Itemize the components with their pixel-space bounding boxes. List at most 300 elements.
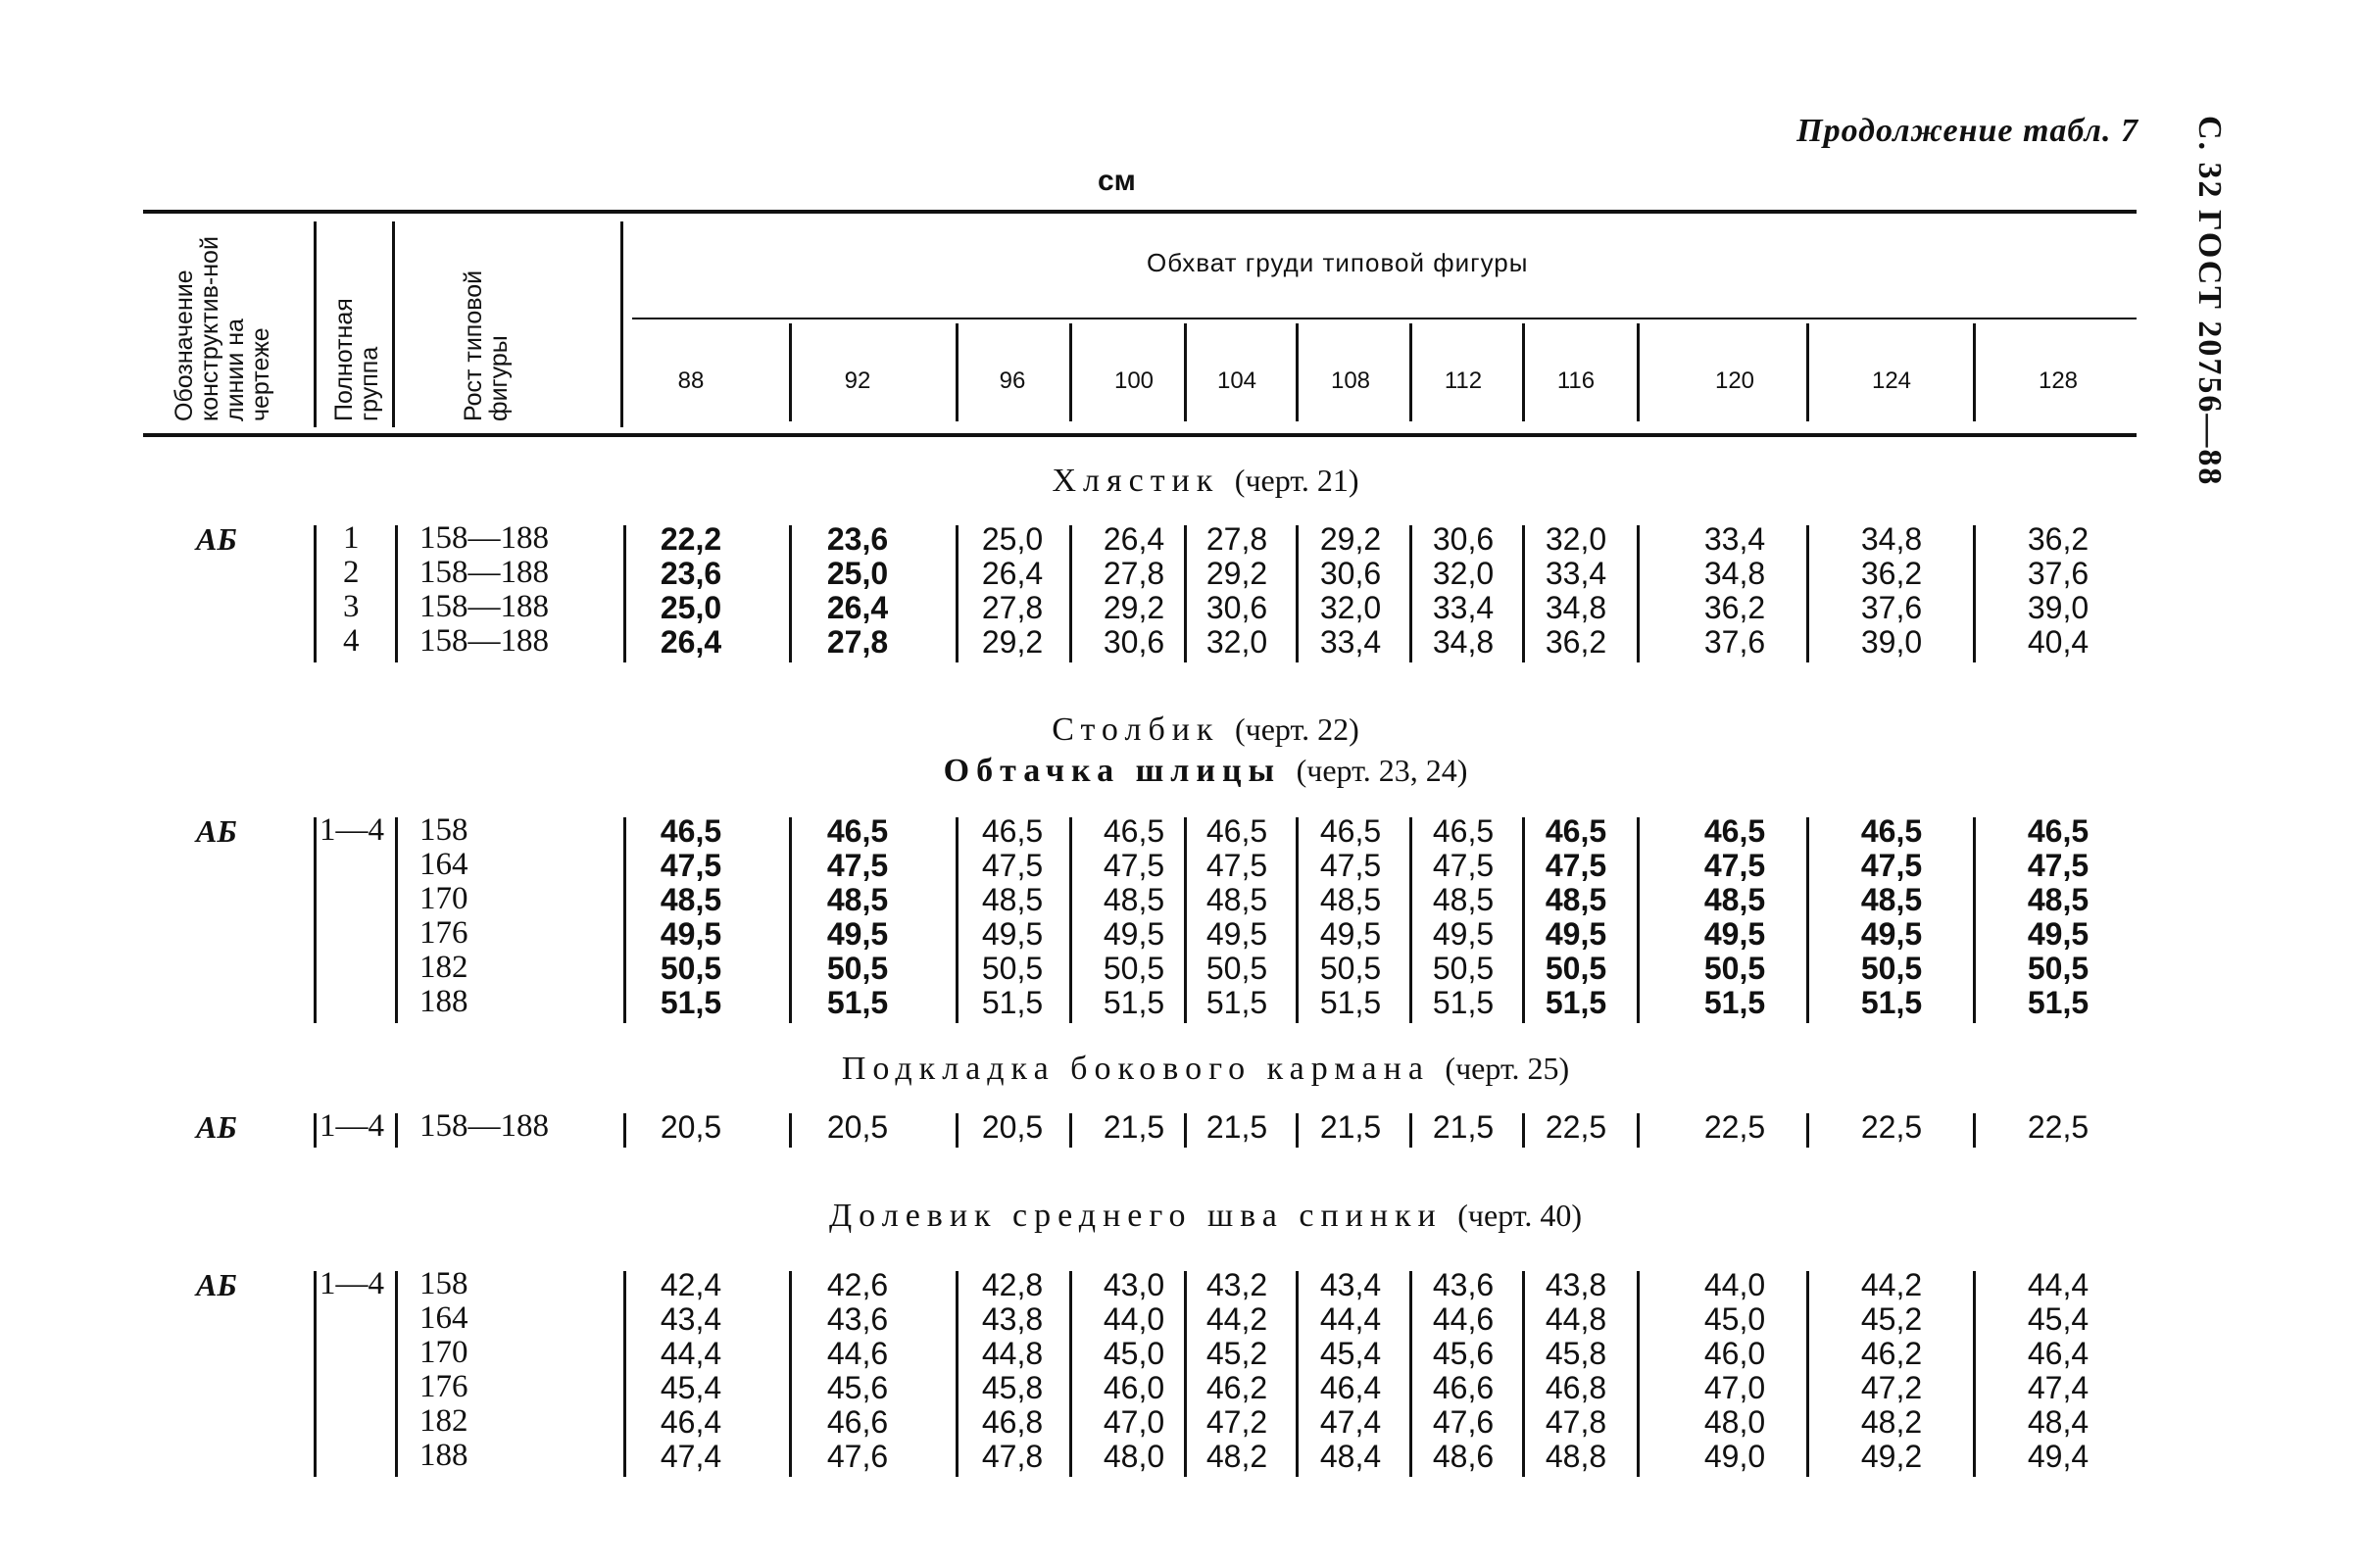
table-cell: 23,6 bbox=[660, 556, 722, 591]
group-col-right-rule bbox=[395, 817, 398, 1023]
table-cell: 48,5 bbox=[1205, 882, 1268, 917]
figure-height-value: 170 bbox=[419, 1335, 468, 1370]
table-cell: 50,5 bbox=[1103, 951, 1165, 986]
value-col-divider bbox=[1409, 525, 1412, 662]
group-col-right-rule bbox=[395, 525, 398, 662]
section-subtitle-ref: (черт. 23, 24) bbox=[1296, 753, 1468, 788]
value-col-divider bbox=[1973, 1113, 1976, 1148]
value-col-divider bbox=[1522, 817, 1525, 1023]
value-col-divider bbox=[1296, 525, 1299, 662]
table-cell: 48,5 bbox=[1703, 882, 1766, 917]
table-cell: 29,2 bbox=[1319, 521, 1382, 557]
col-line-designation-header: Обозначение конструктив-ной линии на чертеже bbox=[171, 236, 274, 421]
chest-size-96: 96 bbox=[999, 368, 1026, 394]
table-header-bottom-rule bbox=[143, 433, 2137, 437]
table-cell: 47,2 bbox=[1860, 1370, 1923, 1405]
table-cell: 50,5 bbox=[826, 951, 889, 986]
table-cell: 51,5 bbox=[1205, 985, 1268, 1020]
table-cell: 49,5 bbox=[1860, 916, 1923, 952]
table-cell: 22,5 bbox=[2027, 1109, 2090, 1145]
value-col-divider bbox=[1409, 1113, 1412, 1148]
table-cell: 43,2 bbox=[1205, 1267, 1268, 1302]
table-cell: 32,0 bbox=[1205, 624, 1268, 660]
table-cell: 37,6 bbox=[1860, 590, 1923, 625]
table-cell: 46,8 bbox=[981, 1404, 1044, 1440]
table-cell: 25,0 bbox=[660, 590, 722, 625]
figure-height-value: 158—188 bbox=[419, 555, 549, 590]
table-cell: 44,8 bbox=[1545, 1301, 1607, 1337]
table-cell: 30,6 bbox=[1319, 556, 1382, 591]
table-cell: 26,4 bbox=[826, 590, 889, 625]
table-cell: 20,5 bbox=[660, 1109, 722, 1145]
table-cell: 34,8 bbox=[1860, 521, 1923, 557]
table-cell: 49,5 bbox=[1545, 916, 1607, 952]
table-cell: 46,6 bbox=[1432, 1370, 1495, 1405]
section-subtitle-text: Обтачка шлицы bbox=[943, 753, 1282, 789]
values-left-rule bbox=[623, 1271, 626, 1477]
table-cell: 45,6 bbox=[1432, 1336, 1495, 1371]
value-col-divider bbox=[956, 1271, 959, 1477]
section-title-text: Хлястик bbox=[1052, 463, 1220, 499]
table-cell: 49,0 bbox=[1703, 1439, 1766, 1474]
table-cell: 45,8 bbox=[981, 1370, 1044, 1405]
figure-height-value: 158—188 bbox=[419, 1108, 549, 1144]
group-col-left-rule bbox=[314, 1113, 317, 1148]
chest-size-116: 116 bbox=[1556, 368, 1596, 394]
table-cell: 51,5 bbox=[981, 985, 1044, 1020]
table-cell: 30,6 bbox=[1205, 590, 1268, 625]
table-cell: 42,6 bbox=[826, 1267, 889, 1302]
values-left-rule bbox=[623, 525, 626, 662]
table-cell: 47,4 bbox=[1319, 1404, 1382, 1440]
table-cell: 49,5 bbox=[981, 916, 1044, 952]
fullness-group-value: 1 bbox=[343, 520, 360, 556]
table-cell: 20,5 bbox=[981, 1109, 1044, 1145]
value-col-divider bbox=[1973, 1271, 1976, 1477]
value-col-divider bbox=[956, 817, 959, 1023]
table-cell: 46,2 bbox=[1860, 1336, 1923, 1371]
table-cell: 34,8 bbox=[1432, 624, 1495, 660]
section-title bbox=[372, 463, 2039, 500]
table-cell: 48,4 bbox=[1319, 1439, 1382, 1474]
figure-height-value: 176 bbox=[419, 915, 468, 951]
table-cell: 51,5 bbox=[1860, 985, 1923, 1020]
chest-col-divider bbox=[1637, 323, 1640, 421]
table-cell: 46,5 bbox=[1703, 813, 1766, 849]
section-drawing-ref: (черт. 21) bbox=[1234, 463, 1359, 498]
table-cell: 43,8 bbox=[1545, 1267, 1607, 1302]
table-cell: 26,4 bbox=[660, 624, 722, 660]
table-cell: 36,2 bbox=[2027, 521, 2090, 557]
section-drawing-ref: (черт. 40) bbox=[1457, 1198, 1583, 1233]
table-cell: 45,8 bbox=[1545, 1336, 1607, 1371]
table-cell: 48,2 bbox=[1860, 1404, 1923, 1440]
figure-height-value: 158—188 bbox=[419, 589, 549, 624]
value-col-divider bbox=[1806, 1113, 1809, 1148]
table-cell: 47,5 bbox=[1545, 848, 1607, 883]
table-cell: 30,6 bbox=[1432, 521, 1495, 557]
table-cell: 47,0 bbox=[1103, 1404, 1165, 1440]
table-cell: 29,2 bbox=[981, 624, 1044, 660]
table-cell: 48,5 bbox=[1545, 882, 1607, 917]
table-cell: 47,5 bbox=[1205, 848, 1268, 883]
table-cell: 48,5 bbox=[1432, 882, 1495, 917]
value-col-divider bbox=[789, 1113, 792, 1148]
table-cell: 43,4 bbox=[660, 1301, 722, 1337]
table-cell: 50,5 bbox=[1319, 951, 1382, 986]
section-title-text: Столбик bbox=[1052, 711, 1220, 748]
table-cell: 37,6 bbox=[2027, 556, 2090, 591]
table-cell: 42,8 bbox=[981, 1267, 1044, 1302]
table-cell: 51,5 bbox=[1103, 985, 1165, 1020]
chest-header-rule bbox=[632, 318, 2137, 319]
table-cell: 44,2 bbox=[1860, 1267, 1923, 1302]
value-col-divider bbox=[1296, 1113, 1299, 1148]
table-cell: 45,2 bbox=[1205, 1336, 1268, 1371]
value-col-divider bbox=[1069, 817, 1072, 1023]
table-cell: 46,5 bbox=[1545, 813, 1607, 849]
line-designation-label: АБ bbox=[196, 813, 237, 849]
fullness-group-value: 4 bbox=[343, 623, 360, 659]
section-title bbox=[372, 1198, 2039, 1235]
chest-size-92: 92 bbox=[844, 368, 871, 394]
table-cell: 46,5 bbox=[1860, 813, 1923, 849]
table-cell: 34,8 bbox=[1703, 556, 1766, 591]
table-cell: 33,4 bbox=[1703, 521, 1766, 557]
line-designation-label: АБ bbox=[196, 1109, 237, 1145]
table-cell: 26,4 bbox=[981, 556, 1044, 591]
table-cell: 32,0 bbox=[1319, 590, 1382, 625]
value-col-divider bbox=[1637, 1271, 1640, 1477]
table-cell: 48,8 bbox=[1545, 1439, 1607, 1474]
value-col-divider bbox=[789, 1271, 792, 1477]
table-cell: 48,5 bbox=[1103, 882, 1165, 917]
values-left-rule bbox=[623, 817, 626, 1023]
table-cell: 45,2 bbox=[1860, 1301, 1923, 1337]
value-col-divider bbox=[1184, 817, 1187, 1023]
chest-size-104: 104 bbox=[1216, 368, 1257, 394]
table-cell: 48,5 bbox=[1319, 882, 1382, 917]
table-cell: 47,6 bbox=[826, 1439, 889, 1474]
group-col-left-rule bbox=[314, 1271, 317, 1477]
table-cell: 46,5 bbox=[1103, 813, 1165, 849]
table-cell: 46,5 bbox=[1432, 813, 1495, 849]
table-cell: 48,0 bbox=[1703, 1404, 1766, 1440]
figure-height-value: 182 bbox=[419, 950, 468, 985]
table-cell: 23,6 bbox=[826, 521, 889, 557]
chest-size-128: 128 bbox=[2038, 368, 2079, 394]
table-cell: 47,6 bbox=[1432, 1404, 1495, 1440]
table-cell: 43,6 bbox=[1432, 1267, 1495, 1302]
table-cell: 46,4 bbox=[1319, 1370, 1382, 1405]
table-cell: 26,4 bbox=[1103, 521, 1165, 557]
table-cell: 46,0 bbox=[1103, 1370, 1165, 1405]
table-cell: 45,4 bbox=[660, 1370, 722, 1405]
table-cell: 44,0 bbox=[1703, 1267, 1766, 1302]
unit-label: см bbox=[1098, 165, 1136, 197]
col-height-header: Рост типовой фигуры bbox=[460, 270, 513, 421]
table-cell: 33,4 bbox=[1545, 556, 1607, 591]
figure-height-value: 164 bbox=[419, 1300, 468, 1336]
table-cell: 46,5 bbox=[660, 813, 722, 849]
table-cell: 25,0 bbox=[826, 556, 889, 591]
table-cell: 27,8 bbox=[981, 590, 1044, 625]
table-cell: 32,0 bbox=[1432, 556, 1495, 591]
table-cell: 46,8 bbox=[1545, 1370, 1607, 1405]
figure-height-value: 188 bbox=[419, 984, 468, 1019]
chest-col-divider bbox=[789, 323, 792, 421]
value-col-divider bbox=[1522, 525, 1525, 662]
value-col-divider bbox=[1069, 1113, 1072, 1148]
line-designation-label: АБ bbox=[196, 1267, 237, 1302]
table-cell: 22,2 bbox=[660, 521, 722, 557]
value-col-divider bbox=[789, 525, 792, 662]
table-cell: 49,5 bbox=[826, 916, 889, 952]
table-cell: 27,8 bbox=[826, 624, 889, 660]
table-cell: 45,0 bbox=[1103, 1336, 1165, 1371]
table-cell: 49,5 bbox=[2027, 916, 2090, 952]
chest-size-124: 124 bbox=[1871, 368, 1912, 394]
table-cell: 49,5 bbox=[1432, 916, 1495, 952]
value-col-divider bbox=[1806, 1271, 1809, 1477]
table-cell: 51,5 bbox=[1432, 985, 1495, 1020]
chest-col-divider bbox=[1973, 323, 1976, 421]
figure-height-value: 158 bbox=[419, 812, 468, 848]
table-cell: 48,2 bbox=[1205, 1439, 1268, 1474]
table-cell: 39,0 bbox=[1860, 624, 1923, 660]
table-cell: 46,2 bbox=[1205, 1370, 1268, 1405]
table-cell: 51,5 bbox=[660, 985, 722, 1020]
chest-col-divider bbox=[1069, 323, 1072, 421]
table-cell: 47,5 bbox=[981, 848, 1044, 883]
table-cell: 48,5 bbox=[981, 882, 1044, 917]
table-cell: 22,5 bbox=[1545, 1109, 1607, 1145]
figure-height-value: 158—188 bbox=[419, 520, 549, 556]
table-cell: 44,4 bbox=[1319, 1301, 1382, 1337]
table-cell: 51,5 bbox=[1703, 985, 1766, 1020]
value-col-divider bbox=[1637, 817, 1640, 1023]
value-col-divider bbox=[789, 817, 792, 1023]
chest-col-divider bbox=[1296, 323, 1299, 421]
chest-size-108: 108 bbox=[1330, 368, 1371, 394]
value-col-divider bbox=[1973, 525, 1976, 662]
table-cell: 44,2 bbox=[1205, 1301, 1268, 1337]
table-cell: 27,8 bbox=[1103, 556, 1165, 591]
table-cell: 34,8 bbox=[1545, 590, 1607, 625]
figure-height-value: 176 bbox=[419, 1369, 468, 1404]
value-col-divider bbox=[1637, 525, 1640, 662]
value-col-divider bbox=[1522, 1271, 1525, 1477]
fullness-group-value: 1—4 bbox=[320, 1266, 384, 1301]
table-cell: 48,5 bbox=[2027, 882, 2090, 917]
table-cell: 46,5 bbox=[1319, 813, 1382, 849]
table-cell: 36,2 bbox=[1860, 556, 1923, 591]
section-drawing-ref: (черт. 22) bbox=[1234, 711, 1359, 747]
table-cell: 50,5 bbox=[1545, 951, 1607, 986]
value-col-divider bbox=[1296, 1271, 1299, 1477]
table-cell: 20,5 bbox=[826, 1109, 889, 1145]
group-col-right-rule bbox=[395, 1113, 398, 1148]
table-cell: 29,2 bbox=[1205, 556, 1268, 591]
table-cell: 42,4 bbox=[660, 1267, 722, 1302]
table-cell: 29,2 bbox=[1103, 590, 1165, 625]
table-cell: 30,6 bbox=[1103, 624, 1165, 660]
header-divider-3 bbox=[620, 221, 623, 427]
value-col-divider bbox=[1409, 817, 1412, 1023]
header-divider-1 bbox=[314, 221, 317, 427]
value-col-divider bbox=[1806, 525, 1809, 662]
table-cell: 45,0 bbox=[1703, 1301, 1766, 1337]
table-cell: 44,0 bbox=[1103, 1301, 1165, 1337]
value-col-divider bbox=[1296, 817, 1299, 1023]
section-title-text: Подкладка бокового кармана bbox=[841, 1051, 1430, 1087]
table-cell: 47,8 bbox=[981, 1439, 1044, 1474]
table-cell: 44,4 bbox=[2027, 1267, 2090, 1302]
table-cell: 48,4 bbox=[2027, 1404, 2090, 1440]
table-cell: 21,5 bbox=[1432, 1109, 1495, 1145]
header-divider-2 bbox=[392, 221, 395, 427]
table-cell: 49,5 bbox=[660, 916, 722, 952]
table-cell: 47,5 bbox=[1860, 848, 1923, 883]
table-cell: 39,0 bbox=[2027, 590, 2090, 625]
figure-height-value: 164 bbox=[419, 847, 468, 882]
figure-height-value: 158 bbox=[419, 1266, 468, 1301]
continuation-title: Продолжение табл. 7 bbox=[1796, 113, 2139, 149]
table-cell: 36,2 bbox=[1703, 590, 1766, 625]
table-cell: 47,4 bbox=[660, 1439, 722, 1474]
col-fullness-group-header: Полнотная группа bbox=[330, 298, 383, 421]
table-cell: 46,0 bbox=[1703, 1336, 1766, 1371]
table-cell: 46,5 bbox=[1205, 813, 1268, 849]
table-cell: 47,8 bbox=[1545, 1404, 1607, 1440]
table-cell: 44,4 bbox=[660, 1336, 722, 1371]
table-cell: 47,5 bbox=[660, 848, 722, 883]
line-designation-label: АБ bbox=[196, 521, 237, 557]
figure-height-value: 182 bbox=[419, 1403, 468, 1439]
chest-size-88: 88 bbox=[677, 368, 705, 394]
table-cell: 45,4 bbox=[2027, 1301, 2090, 1337]
chest-col-divider bbox=[1522, 323, 1525, 421]
table-cell: 46,5 bbox=[826, 813, 889, 849]
value-col-divider bbox=[1184, 1271, 1187, 1477]
table-cell: 27,8 bbox=[1205, 521, 1268, 557]
fullness-group-value: 1—4 bbox=[320, 1108, 384, 1144]
page-label: С. 32 ГОСТ 20756—88 bbox=[2191, 116, 2228, 487]
table-cell: 43,4 bbox=[1319, 1267, 1382, 1302]
chest-col-divider bbox=[1806, 323, 1809, 421]
section-title-text: Долевик среднего шва спинки bbox=[828, 1198, 1443, 1234]
table-cell: 47,5 bbox=[1103, 848, 1165, 883]
table-cell: 49,5 bbox=[1103, 916, 1165, 952]
table-cell: 21,5 bbox=[1205, 1109, 1268, 1145]
fullness-group-value: 1—4 bbox=[320, 812, 384, 848]
table-cell: 43,8 bbox=[981, 1301, 1044, 1337]
table-cell: 49,2 bbox=[1860, 1439, 1923, 1474]
group-col-left-rule bbox=[314, 525, 317, 662]
section-drawing-ref: (черт. 25) bbox=[1445, 1051, 1570, 1086]
table-cell: 46,4 bbox=[2027, 1336, 2090, 1371]
table-cell: 21,5 bbox=[1319, 1109, 1382, 1145]
table-cell: 48,5 bbox=[826, 882, 889, 917]
table-cell: 22,5 bbox=[1860, 1109, 1923, 1145]
table-cell: 44,6 bbox=[826, 1336, 889, 1371]
section-subtitle bbox=[372, 753, 2039, 790]
table-cell: 32,0 bbox=[1545, 521, 1607, 557]
value-col-divider bbox=[1637, 1113, 1640, 1148]
table-cell: 48,0 bbox=[1103, 1439, 1165, 1474]
table-cell: 45,6 bbox=[826, 1370, 889, 1405]
value-col-divider bbox=[1069, 1271, 1072, 1477]
fullness-group-value: 3 bbox=[343, 589, 360, 624]
table-cell: 44,8 bbox=[981, 1336, 1044, 1371]
table-cell: 22,5 bbox=[1703, 1109, 1766, 1145]
value-col-divider bbox=[1409, 1271, 1412, 1477]
value-col-divider bbox=[1184, 525, 1187, 662]
table-cell: 43,6 bbox=[826, 1301, 889, 1337]
value-col-divider bbox=[1184, 1113, 1187, 1148]
table-cell: 49,4 bbox=[2027, 1439, 2090, 1474]
table-cell: 51,5 bbox=[1545, 985, 1607, 1020]
table-cell: 48,5 bbox=[660, 882, 722, 917]
table-cell: 51,5 bbox=[1319, 985, 1382, 1020]
table-cell: 47,5 bbox=[2027, 848, 2090, 883]
table-cell: 46,5 bbox=[2027, 813, 2090, 849]
table-cell: 44,6 bbox=[1432, 1301, 1495, 1337]
table-cell: 45,4 bbox=[1319, 1336, 1382, 1371]
fullness-group-value: 2 bbox=[343, 555, 360, 590]
chest-col-divider bbox=[1184, 323, 1187, 421]
table-cell: 48,5 bbox=[1860, 882, 1923, 917]
chest-size-120: 120 bbox=[1714, 368, 1755, 394]
table-cell: 46,5 bbox=[981, 813, 1044, 849]
table-cell: 36,2 bbox=[1545, 624, 1607, 660]
figure-height-value: 188 bbox=[419, 1438, 468, 1473]
figure-height-value: 170 bbox=[419, 881, 468, 916]
value-col-divider bbox=[1522, 1113, 1525, 1148]
table-cell: 43,0 bbox=[1103, 1267, 1165, 1302]
table-cell: 50,5 bbox=[2027, 951, 2090, 986]
table-cell: 50,5 bbox=[981, 951, 1044, 986]
table-cell: 47,2 bbox=[1205, 1404, 1268, 1440]
chest-girth-header: Обхват груди типовой фигуры bbox=[1147, 248, 1529, 277]
value-col-divider bbox=[956, 525, 959, 662]
value-col-divider bbox=[956, 1113, 959, 1148]
table-cell: 50,5 bbox=[660, 951, 722, 986]
table-cell: 47,5 bbox=[1319, 848, 1382, 883]
section-title bbox=[372, 1051, 2039, 1088]
table-cell: 51,5 bbox=[2027, 985, 2090, 1020]
table-cell: 50,5 bbox=[1205, 951, 1268, 986]
table-cell: 50,5 bbox=[1703, 951, 1766, 986]
table-cell: 47,5 bbox=[826, 848, 889, 883]
table-cell: 50,5 bbox=[1860, 951, 1923, 986]
group-col-right-rule bbox=[395, 1271, 398, 1477]
table-cell: 21,5 bbox=[1103, 1109, 1165, 1145]
table-cell: 40,4 bbox=[2027, 624, 2090, 660]
value-col-divider bbox=[1069, 525, 1072, 662]
table-cell: 48,6 bbox=[1432, 1439, 1495, 1474]
table-cell: 47,0 bbox=[1703, 1370, 1766, 1405]
table-cell: 49,5 bbox=[1205, 916, 1268, 952]
table-cell: 33,4 bbox=[1432, 590, 1495, 625]
chest-col-divider bbox=[956, 323, 959, 421]
section-title bbox=[372, 711, 2039, 749]
table-cell: 25,0 bbox=[981, 521, 1044, 557]
chest-size-112: 112 bbox=[1444, 368, 1483, 394]
table-cell: 50,5 bbox=[1432, 951, 1495, 986]
chest-col-divider bbox=[1409, 323, 1412, 421]
table-cell: 37,6 bbox=[1703, 624, 1766, 660]
